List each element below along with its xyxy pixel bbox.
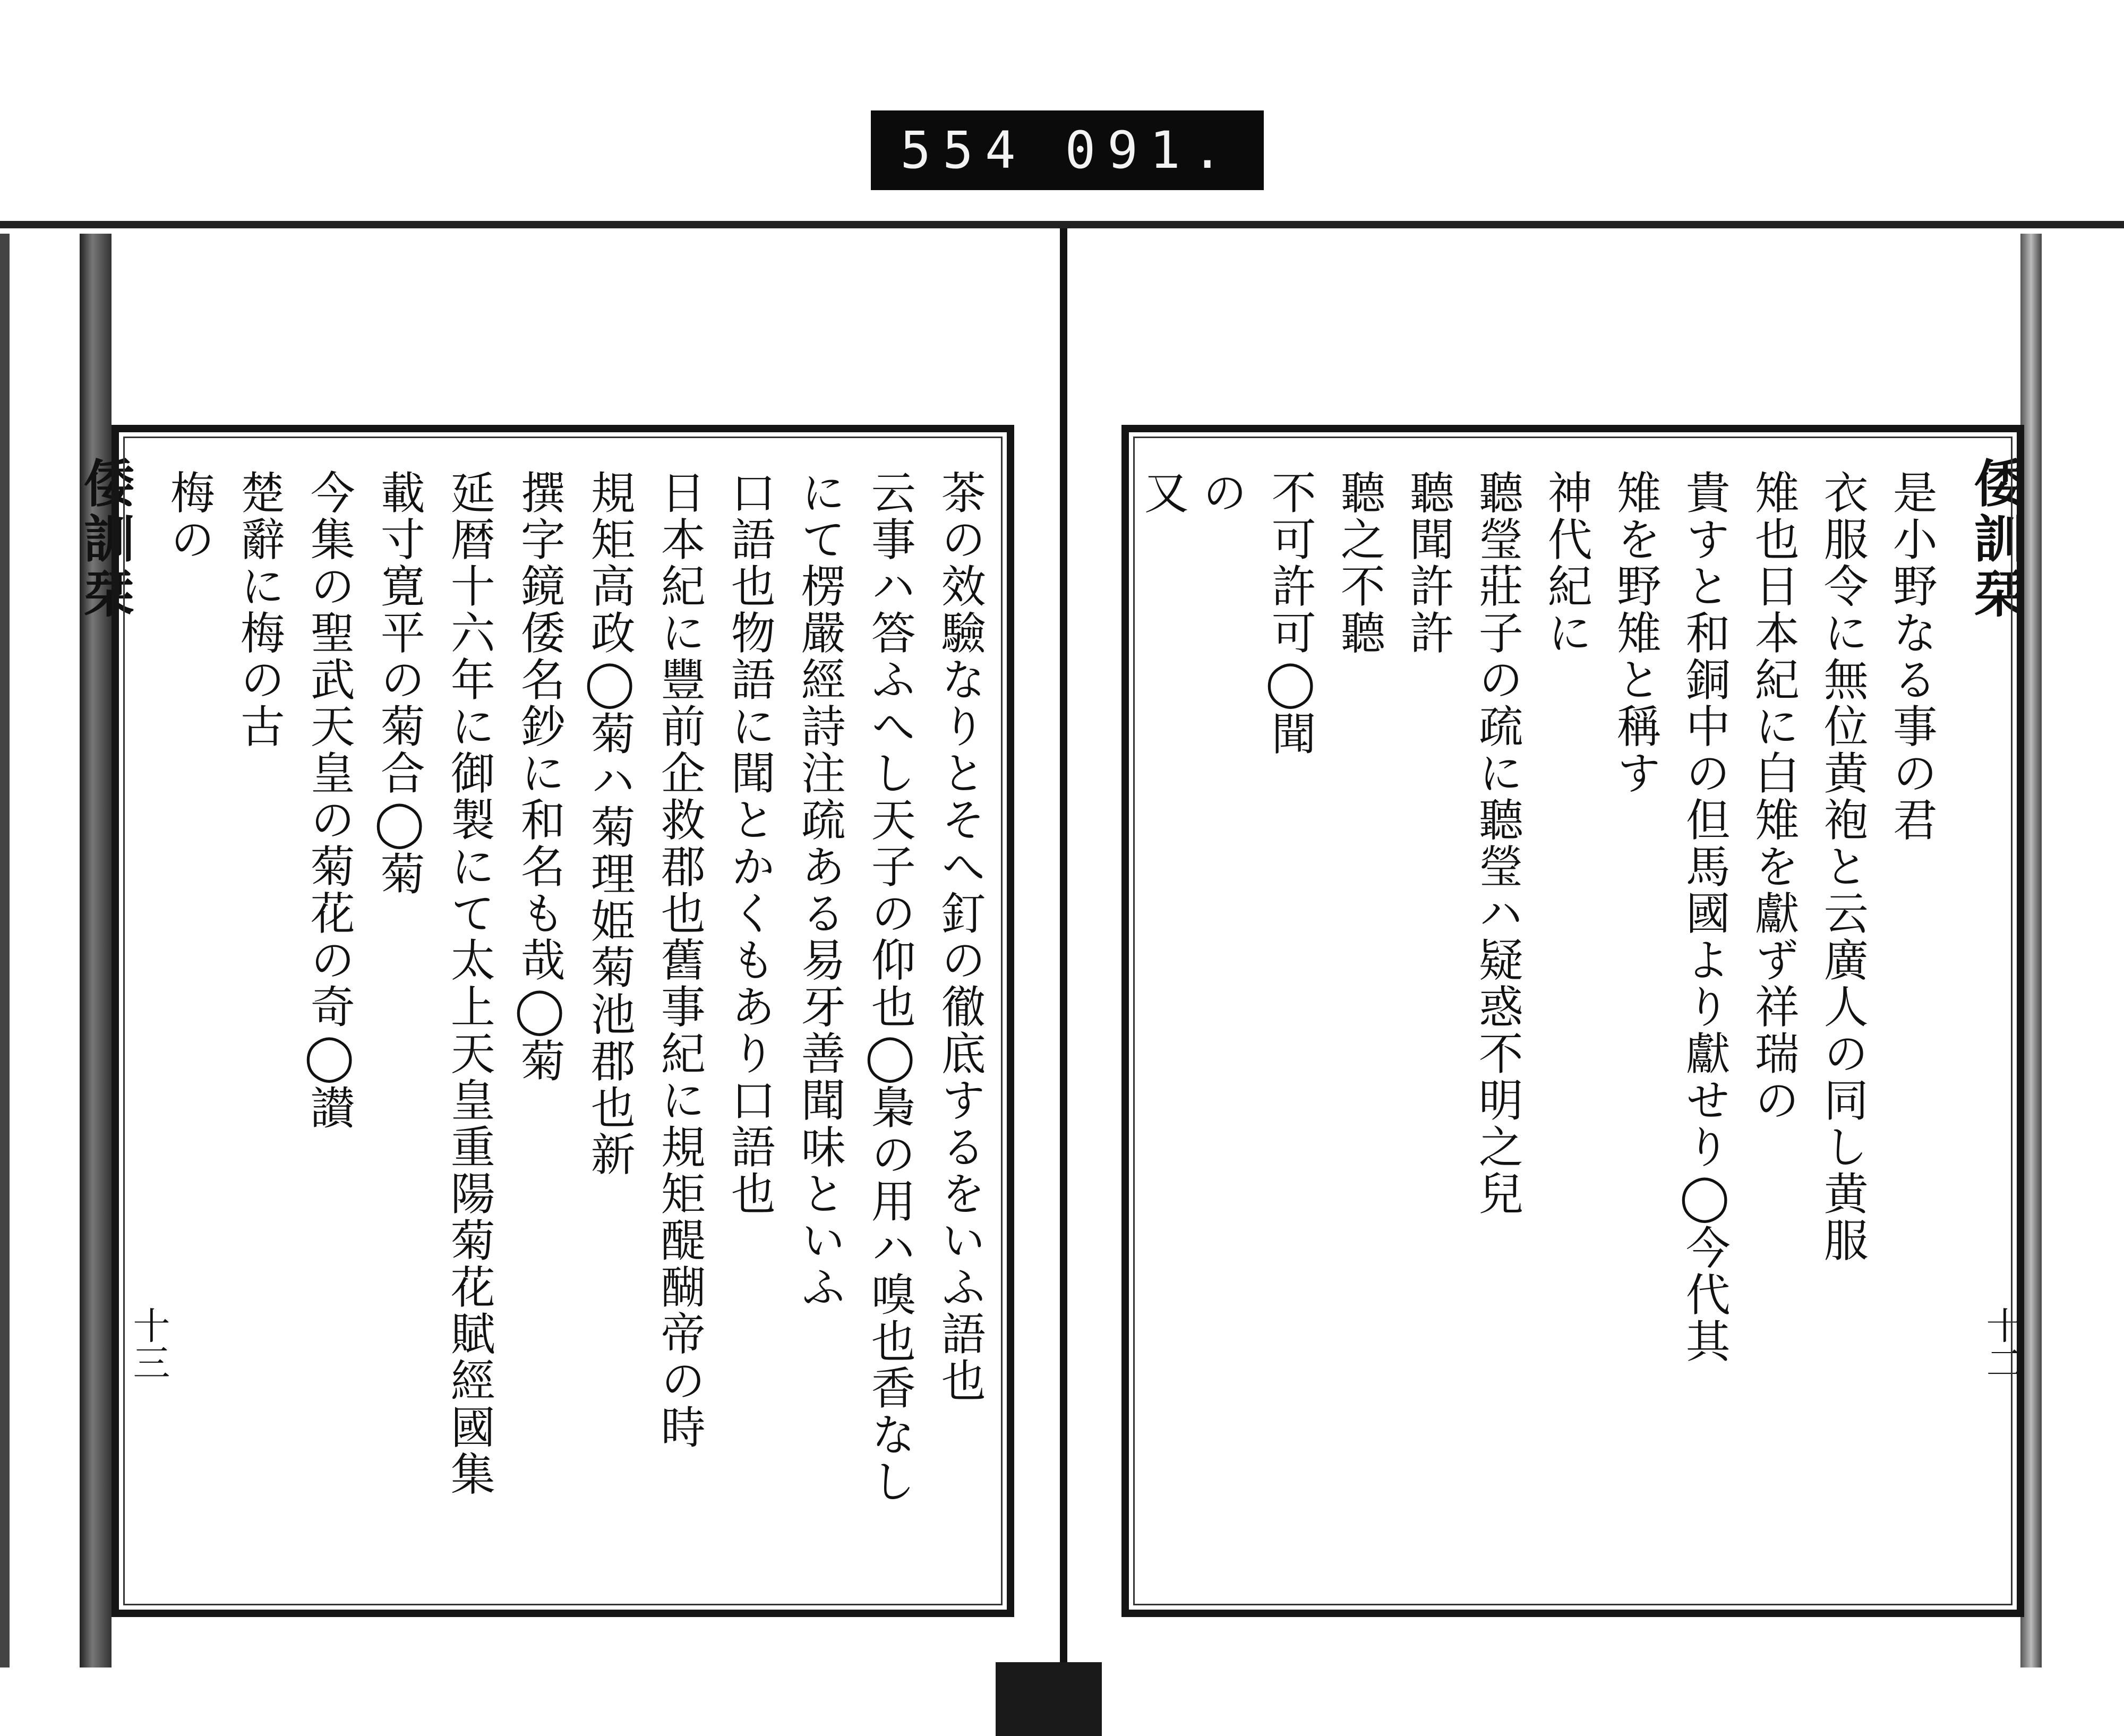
reel-number: 554 bbox=[900, 121, 1027, 180]
right-page-folio: 十二 bbox=[1980, 1306, 2024, 1381]
left-text-column: 延暦十六年に御製にて太上天皇重陽菊花賦經國集 bbox=[443, 469, 496, 1498]
left-text-column: 梅の bbox=[163, 469, 216, 563]
left-fore-edge bbox=[80, 234, 112, 1667]
right-page-hashira: 倭訓栞 bbox=[1966, 457, 2026, 622]
left-page-hashira: 倭訓栞 bbox=[75, 457, 135, 622]
right-text-column: 雉也日本紀に白雉を獻ず祥瑞の bbox=[1748, 469, 1800, 1124]
frame-number: 091. bbox=[1065, 121, 1235, 180]
right-text-column: 衣服令に無位黄袍と云廣人の同し黄服 bbox=[1817, 469, 1869, 1264]
left-text-column: 口語也物語に聞とかくもあり口語也 bbox=[724, 469, 776, 1217]
left-page-folio: 十三 bbox=[127, 1306, 170, 1381]
microfilm-frame-label bbox=[871, 110, 1264, 190]
book-binding-gutter bbox=[1060, 228, 1067, 1736]
left-text-column: 載寸寛平の菊合◯菊 bbox=[373, 469, 426, 897]
left-text-column: 茶の效驗なりとそへ釘の徹底するをいふ語也 bbox=[934, 469, 987, 1404]
left-text-column: 日本紀に豐前企救郡也舊事紀に規矩醍醐帝の時 bbox=[654, 469, 706, 1451]
scan-rule bbox=[0, 221, 2124, 228]
left-page-text-frame bbox=[112, 425, 1014, 1617]
right-text-column: 聽瑩莊子の疏に聽瑩ハ疑惑不明之兒 bbox=[1471, 469, 1524, 1217]
right-text-column: 雉を野雉と稱す bbox=[1609, 469, 1662, 797]
right-page-text-frame bbox=[1121, 425, 2024, 1617]
scan-page-edge bbox=[0, 234, 10, 1667]
right-text-column: 聽之不聽 bbox=[1333, 469, 1386, 656]
left-text-column: 撰字鏡倭名鈔に和名も哉◯菊 bbox=[513, 469, 566, 1084]
right-text-column: 聽聞許許 bbox=[1402, 469, 1455, 656]
left-text-column: にて楞嚴經詩注疏ある易牙善聞味といふ bbox=[794, 469, 846, 1311]
right-text-column: 是小野なる事の君 bbox=[1886, 469, 1938, 843]
left-text-column: 楚辭に梅の古 bbox=[233, 469, 286, 750]
right-text-column: 神代紀に bbox=[1540, 469, 1593, 656]
right-text-column: 貴すと和銅中の但馬國より獻せり◯今代其 bbox=[1678, 469, 1731, 1365]
right-text-column: の bbox=[1195, 469, 1248, 516]
right-text-column: 不可許可◯聞 bbox=[1264, 469, 1317, 757]
right-text-column: 又 bbox=[1137, 469, 1189, 516]
gutter-stub bbox=[996, 1662, 1102, 1736]
left-text-column: 今集の聖武天皇の菊花の奇◯讃 bbox=[303, 469, 356, 1131]
left-text-column: 云事ハ答ふへし天子の仰也◯梟の用ハ嗅也香なし bbox=[864, 469, 917, 1505]
left-text-column: 規矩高政◯菊ハ菊理姫菊池郡也新 bbox=[584, 469, 636, 1178]
